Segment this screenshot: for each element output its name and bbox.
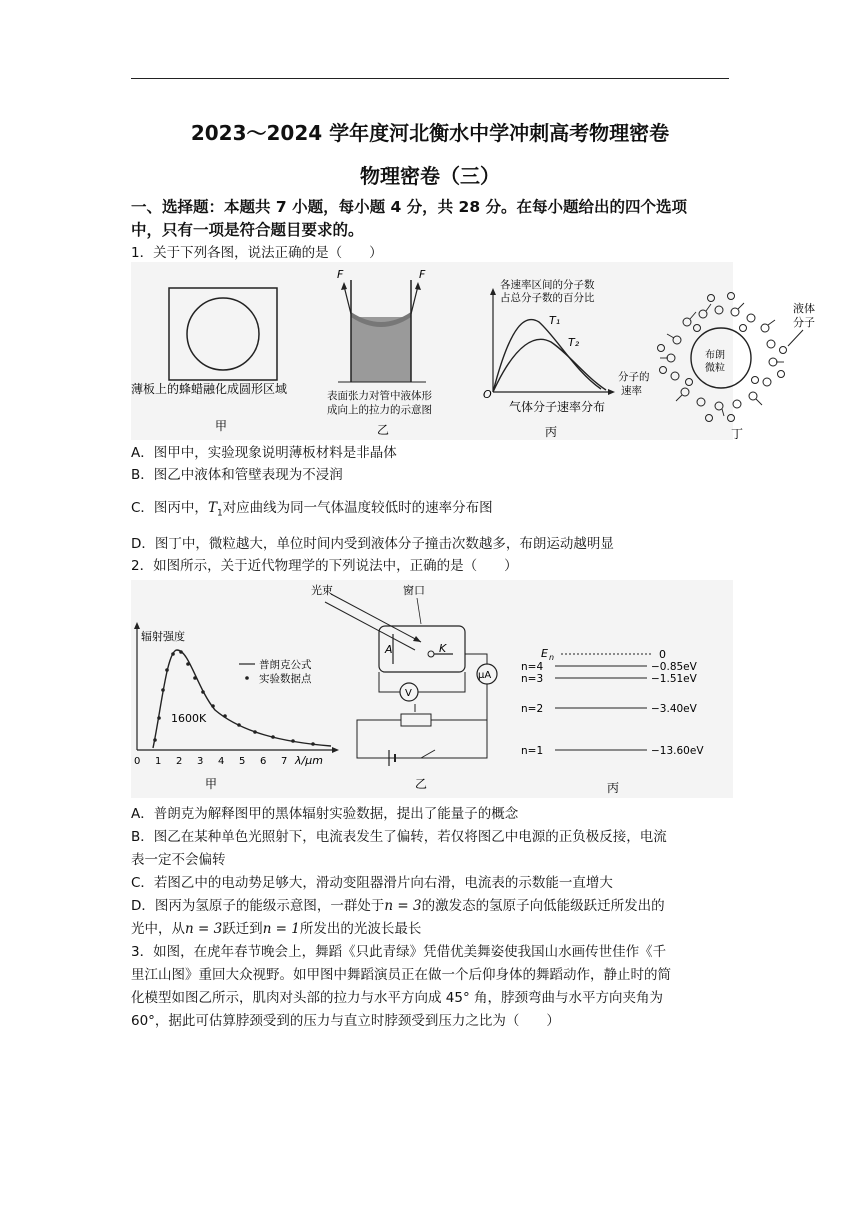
q1-panel-yi: [327, 268, 432, 437]
q1-bing-label: 丙: [545, 425, 558, 439]
q1-yi-label: 乙: [377, 423, 390, 437]
q1-yi-force-right: F: [419, 268, 426, 281]
q2-jia-ticks: [134, 756, 287, 767]
q2-bing-zero: 0: [659, 648, 666, 661]
q2-yi-v: V: [405, 688, 412, 699]
q2-panel-bing: [521, 647, 704, 795]
q1-jia-caption: 薄板上的蜂蜡融化成圆形区域: [131, 382, 288, 396]
q2-jia-label: 甲: [205, 777, 218, 791]
q1-ding-label: 丁: [731, 427, 744, 441]
q2-panel-yi: [311, 583, 497, 791]
q2-yi-light: 光束: [311, 584, 333, 597]
q2-jia-legend-dot: 实验数据点: [259, 673, 312, 685]
q1-stem: 1．关于下列各图，说法正确的是（ ）: [131, 245, 383, 261]
q2-bing-level-n-2: n=2: [521, 703, 544, 715]
section-heading-line-1: 一、选择题：本题共 7 小题，每小题 4 分，共 28 分。在每小题给出的四个选项: [131, 198, 688, 216]
q1-bing-xlabel-2: 速率: [621, 385, 642, 397]
q2-option-c: C．若图乙中的电动势足够大，滑动变阻器滑片向右滑，电流表的示数能一直增大: [131, 875, 613, 891]
q1-bing-ylabel-2: 占总分子数的百分比: [500, 292, 595, 304]
q2-bing-level-n-1: n=1: [521, 745, 544, 757]
q2-jia-temp: 1600K: [171, 712, 207, 725]
q1-figure-svg: [131, 262, 815, 441]
q2-yi-k: K: [439, 642, 447, 655]
q1-ding-particle-2: 微粒: [705, 363, 725, 374]
q2-option-d-expr: n = 3: [384, 898, 422, 914]
q1-figure: [131, 262, 815, 441]
q2-jia-tick-1: 1: [155, 756, 162, 767]
q1-bing-t2: T₂: [568, 336, 580, 349]
q2-bing-header-sub: n: [549, 653, 555, 662]
q3-line-2: 里江山图》重回大众视野。如甲图中舞蹈演员正在做一个后仰身体的舞蹈动作，静止时的简: [131, 967, 671, 983]
q1-bing-origin: O: [483, 388, 492, 401]
q2-jia-tick-4: 4: [218, 756, 225, 767]
q2-option-b-line-2: 表一定不会偏转: [131, 852, 226, 868]
q2-jia-tick-6: 6: [260, 756, 267, 767]
q2-jia-tick-2: 2: [176, 756, 183, 767]
q2-option-d-prefix: D．图丙为氢原子的能级示意图，一群处于: [131, 898, 385, 914]
q2-bing-label: 丙: [607, 781, 620, 795]
q2-option-d2-suffix: 所发出的光波长最长: [299, 921, 422, 937]
q2-jia-tick-0: 0: [134, 756, 141, 767]
q2-bing-header-e: E: [541, 647, 548, 660]
q2-jia-xlabel: λ/μm: [295, 754, 323, 767]
q2-bing-level-e-1: −13.60eV: [651, 745, 704, 757]
q2-jia-legend-line: 普朗克公式: [259, 659, 312, 671]
q1-option-d: D．图丁中，微粒越大，单位时间内受到液体分子撞击次数越多，布朗运动越明显: [131, 536, 614, 552]
q2-option-d2-mid: 跃迁到: [222, 921, 263, 937]
q2-bing-level-n-3: n=3: [521, 673, 544, 685]
q2-option-d-line-1: [131, 895, 733, 917]
q1-ding-liquid-1: 液体: [793, 302, 815, 315]
q1-option-c-suffix: 对应曲线为同一气体温度较低时的速率分布图: [222, 500, 493, 516]
q1-option-c: [131, 497, 733, 525]
q2-option-d-suffix: 的激发态的氢原子向低能级跃迁所发出的: [421, 898, 665, 914]
q1-jia-label: 甲: [215, 419, 228, 433]
q1-panel-jia: [131, 288, 287, 433]
q1-option-b: B．图乙中液体和管壁表现为不浸润: [131, 467, 343, 483]
q2-jia-tick-7: 7: [281, 756, 288, 767]
q1-option-c-prefix: C．图丙中，: [131, 500, 208, 516]
q2-stem: 2．如图所示，关于近代物理学的下列说法中，正确的是（ ）: [131, 558, 518, 574]
page-title: 2023～2024 学年度河北衡水中学冲刺高考物理密卷: [190, 121, 670, 145]
q1-bing-t1: T₁: [549, 314, 561, 327]
q1-yi-caption-2: 成向上的拉力的示意图: [327, 404, 432, 416]
q2-bing-level-e-3: −1.51eV: [651, 673, 697, 685]
q2-option-d2-prefix: 光中，从: [131, 921, 185, 937]
q1-option-c-var: T: [207, 500, 217, 516]
q1-panel-ding: [658, 293, 816, 442]
q2-bing-level-e-4: −0.85eV: [651, 661, 697, 673]
q3-line-4: 60°，据此可估算脖颈受到的压力与直立时脖颈受到压力之比为（ ）: [131, 1013, 560, 1029]
q2-jia-tick-3: 3: [197, 756, 204, 767]
section-heading-line-2: 中，只有一项是符合题目要求的。: [131, 221, 364, 239]
q2-figure: [131, 580, 733, 798]
q2-option-a: A．普朗克为解释图甲的黑体辐射实验数据，提出了能量子的概念: [131, 806, 519, 822]
q2-option-d-line-2: [131, 918, 733, 940]
q2-option-d2-expr2: n = 1: [262, 921, 300, 937]
q2-bing-level-e-2: −3.40eV: [651, 703, 697, 715]
q1-panel-bing: [483, 278, 650, 439]
header-rule: [131, 78, 729, 79]
q2-bing-levels: [521, 661, 704, 757]
q1-ding-particle-1: 布朗: [705, 350, 725, 361]
page-subtitle: 物理密卷（三）: [360, 164, 500, 188]
q2-yi-window: 窗口: [403, 584, 425, 597]
q1-option-c-sub: 1: [216, 508, 223, 519]
q1-bing-ylabel-1: 各速率区间的分子数: [500, 279, 595, 291]
q1-ding-liquid-2: 分子: [793, 316, 815, 329]
q2-jia-ylabel: 辐射强度: [141, 630, 185, 643]
q2-jia-tick-5: 5: [239, 756, 246, 767]
q1-bing-caption: 气体分子速率分布: [509, 400, 606, 414]
q3-line-1: 3．如图，在虎年春节晚会上，舞蹈《只此青绿》凭借优美舞姿使我国山水画传世佳作《千: [131, 944, 667, 960]
q1-yi-caption-1: 表面张力对管中液体形: [327, 390, 432, 402]
q1-option-a: A．图甲中，实验现象说明薄板材料是非晶体: [131, 445, 397, 461]
q2-bing-level-n-4: n=4: [521, 661, 544, 673]
q2-panel-jia: [134, 622, 339, 791]
q1-yi-force-left: F: [337, 268, 344, 281]
q2-yi-a: A: [385, 643, 393, 656]
q2-option-b-line-1: B．图乙在某种单色光照射下，电流表发生了偏转，若仅将图乙中电源的正负极反接，电流: [131, 829, 667, 845]
q3-line-3: 化模型如图乙所示，肌肉对头部的拉力与水平方向成 45° 角，脖颈弯曲与水平方向夹角为: [131, 990, 664, 1006]
q2-yi-ua: μA: [478, 670, 492, 681]
q2-figure-svg: [131, 580, 733, 798]
q1-bing-xlabel-1: 分子的: [618, 371, 650, 383]
q2-option-d2-expr1: n = 3: [185, 921, 223, 937]
q2-yi-label: 乙: [415, 777, 428, 791]
